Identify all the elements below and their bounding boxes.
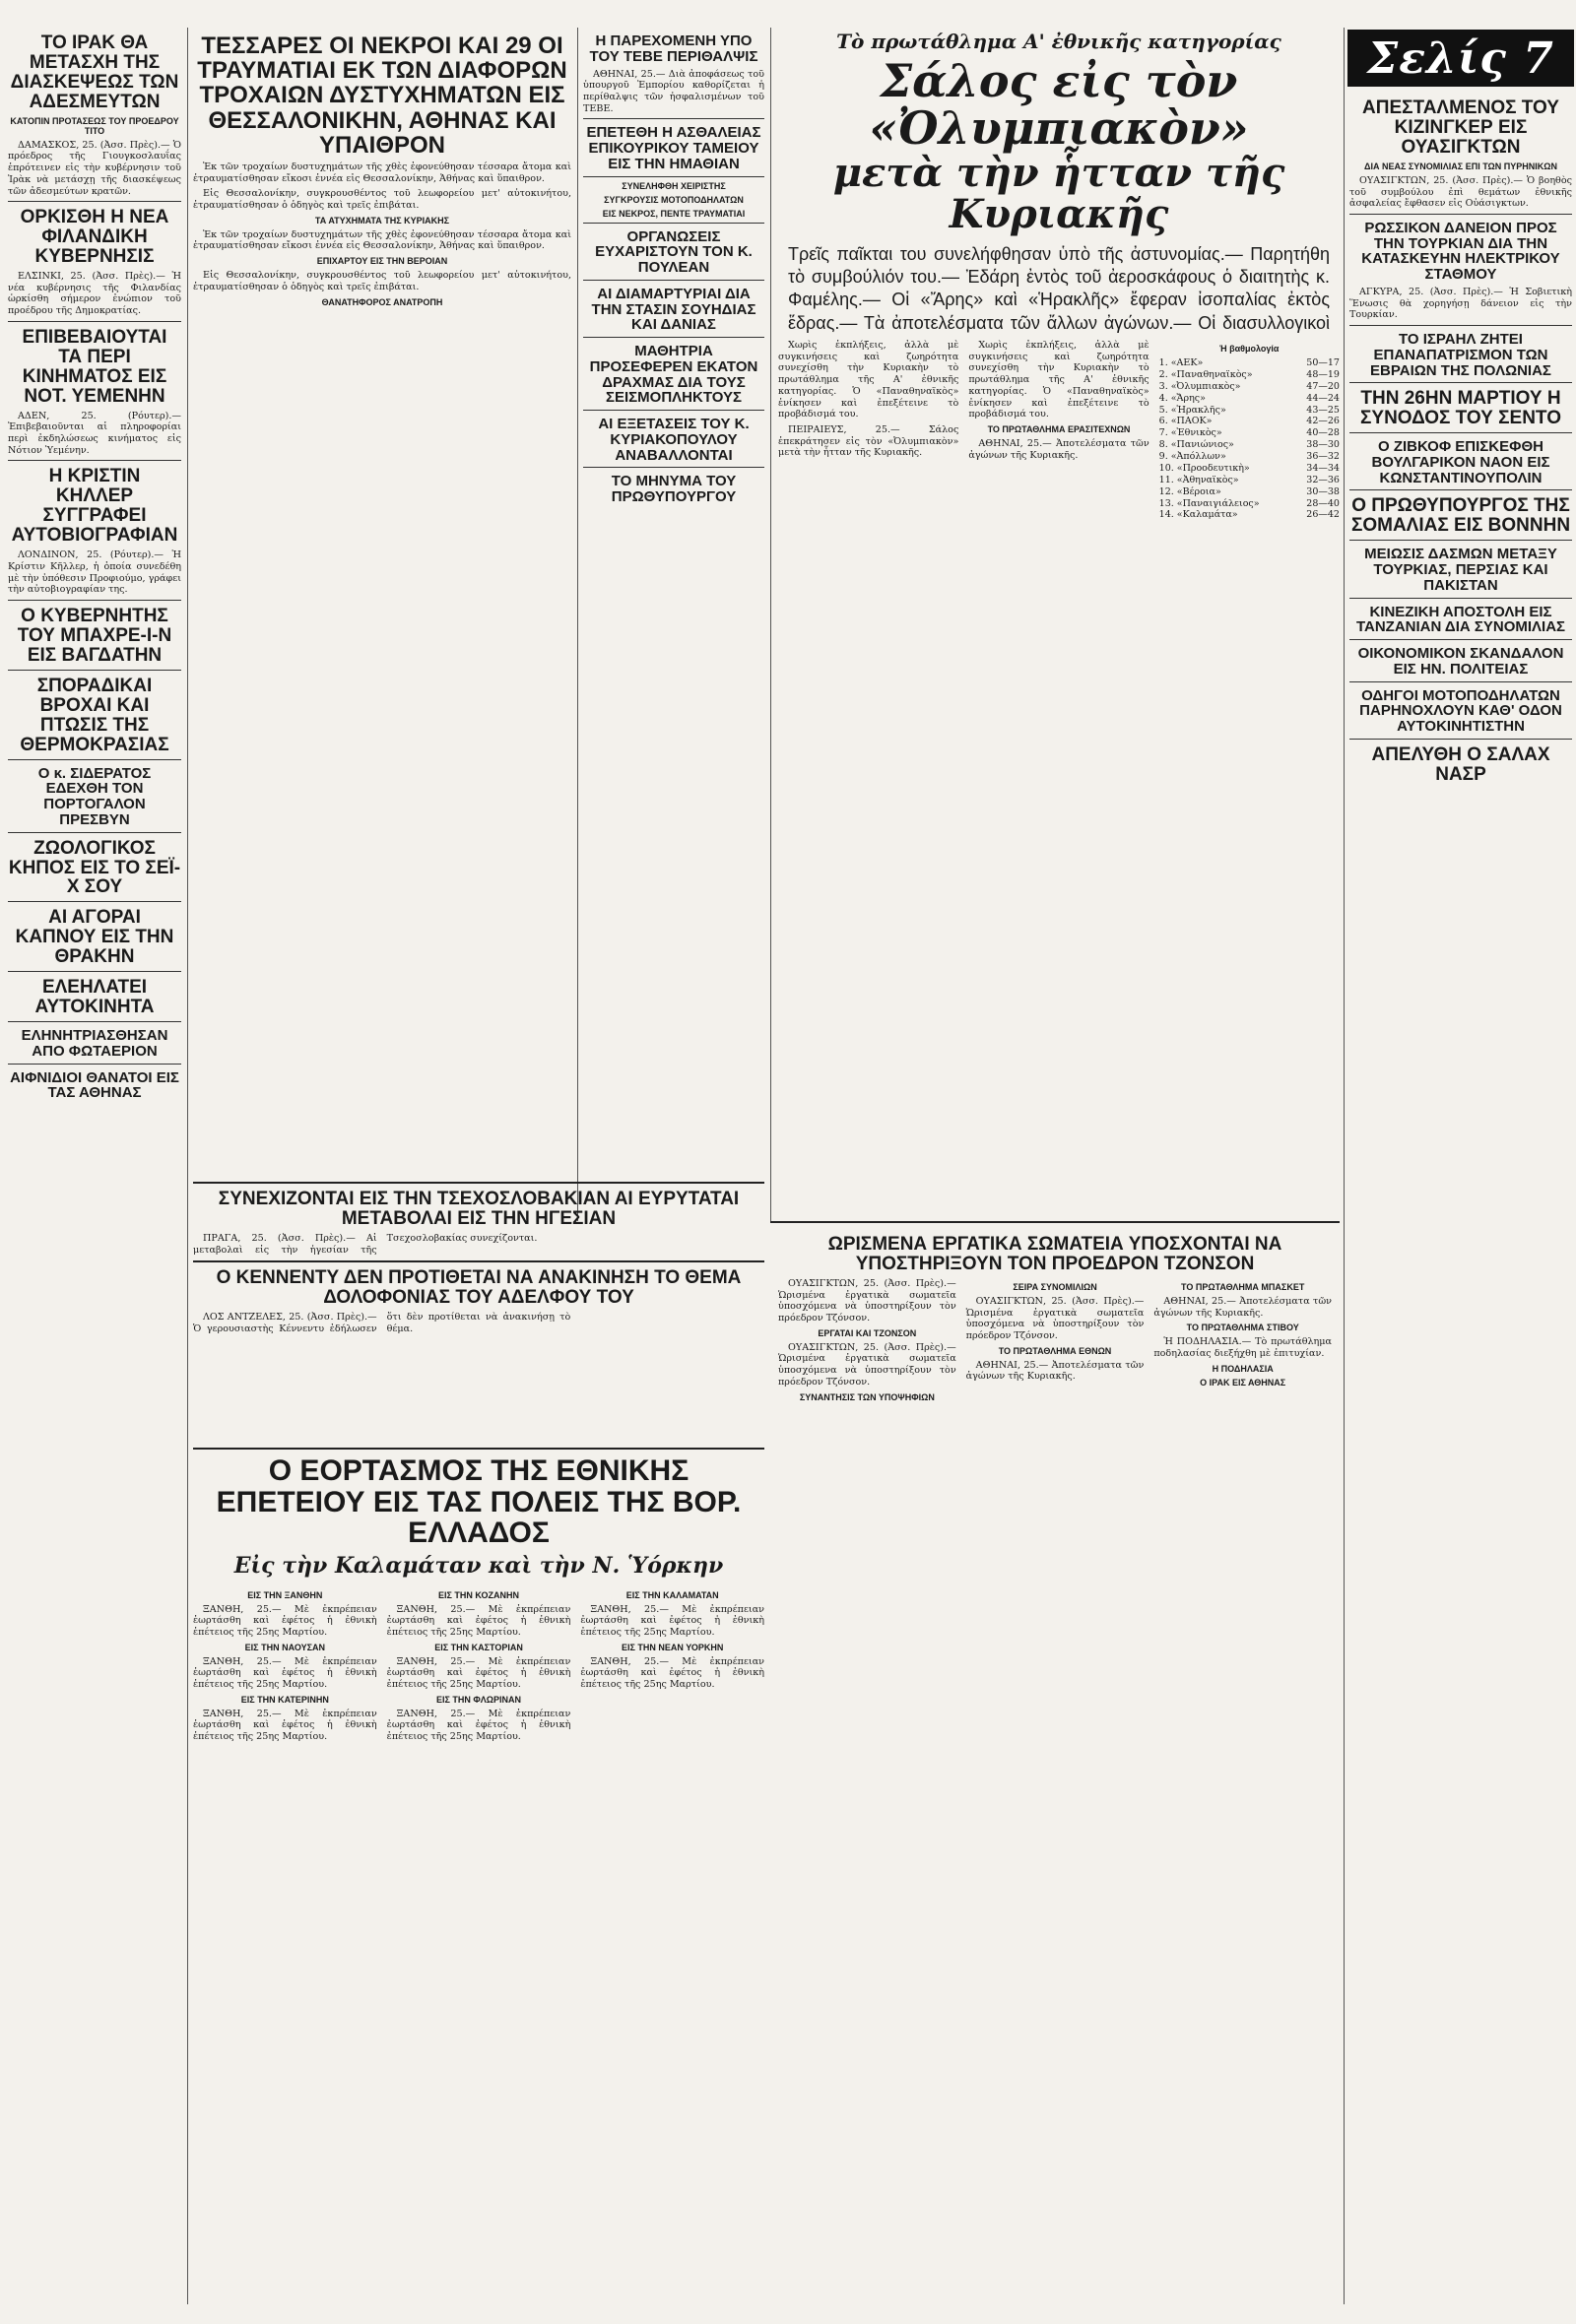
table-row: [1159, 357, 1340, 369]
article-text: ΑΘΗΝΑΙ, 25.— Διὰ ἀποφάσεως τοῦ ὑπουργοῦ Ἐμπορίου καθορίζεται ἡ περίθαλψις τῶν ἠσφαλισμένων τοῦ ΤΕΒΕ.: [583, 68, 764, 114]
column-3: [583, 28, 764, 1221]
headline-yemen: ΕΠΙΒΕΒΑΙΟΥΤΑΙ ΤΑ ΠΕΡΙ ΚΙΝΗΜΑΤΟΣ ΕΙΣ ΝΟΤ. ΥΕΜΕΝΗΝ: [22, 326, 167, 407]
headline-cars: ΕΛΕΗΛΑΤΕΙ ΑΥΤΟΚΙΝΗΤΑ: [34, 977, 155, 1018]
subhead: ΣΥΝΑΝΤΗΣΙΣ ΤΩΝ ΥΠΟΨΗΦΙΩΝ: [799, 1391, 935, 1402]
headline-gas: ΕΛΗΝΗΤΡΙΑΣΘΗΣΑΝ ΑΠΟ ΦΩΤΑΕΡΙΟΝ: [21, 1027, 168, 1060]
subhead: ΕΙΣ ΤΗΝ ΞΑΝΘΗΝ: [247, 1589, 323, 1600]
article-text: ΟΥΑΣΙΓΚΤΩΝ, 25. (Ἀσσ. Πρὲς).— Ὁ βοηθὸς τοῦ συμβούλου ἐπὶ θεμάτων ἐθνικῆς ἀσφαλείας ἔφθασεν εἰς Οὐάσιγκτων.: [1349, 174, 1572, 210]
subhead-iraq: ΚΑΤΟΠΙΝ ΠΡΟΤΑΣΕΩΣ ΤΟΥ ΠΡΟΕΔΡΟΥ ΤΙΤΟ: [10, 115, 179, 136]
headline-keeler: Η ΚΡΙΣΤΙΝ ΚΗΛΛΕΡ ΣΥΓΓΡΑΦΕΙ ΑΥΤΟΒΙΟΓΡΑΦΙΑΝ: [11, 466, 178, 547]
table-row: [1159, 393, 1340, 405]
team-points: 34—34: [1306, 462, 1340, 474]
headline-message: ΤΟ ΜΗΝΥΜΑ ΤΟΥ ΠΡΩΘΥΠΟΥΡΓΟΥ: [611, 473, 737, 506]
headline-imathia: ΕΠΕΤΕΘΗ Η ΑΣΘΑΛΕΙΑΣ ΕΠΙΚΟΥΡΙΚΟΥ ΤΑΜΕΙΟΥ ΕΙΣ ΤΗΝ ΗΜΑΘΙΑΝ: [586, 124, 761, 172]
sports-headline-2: μετὰ τὴν ἧτταν τῆς Κυριακῆς: [832, 149, 1285, 237]
subhead: ΕΙΣ ΤΗΝ ΦΛΩΡΙΝΑΝ: [436, 1694, 522, 1705]
headline-tobacco: ΑΙ ΑΓΟΡΑΙ ΚΑΠΝΟΥ ΕΙΣ ΤΗΝ ΘΡΑΚΗΝ: [15, 907, 174, 968]
article-text: Χωρὶς ἐκπλήξεις, ἀλλὰ μὲ συγκινήσεις καὶ ζωηρότητα συνεχίσθη τὴν Κυριακὴν τὸ πρωτάθλημα τῆς Α' ἐθνικῆς κατηγορίας. Ὁ «Παναθηναϊκὸς» ἐνίκησεν καὶ ἐπεξέτεινε τὸ προβάδισμά του.: [778, 340, 959, 420]
headline-workers: ΩΡΙΣΜΕΝΑ ΕΡΓΑΤΙΚΑ ΣΩΜΑΤΕΙΑ ΥΠΟΣΧΟΝΤΑΙ ΝΑ ΥΠΟΣΤΗΡΙΞΟΥΝ ΤΟΝ ΠΡΟΕΔΡΟΝ ΤΖΟΝΣΟΝ: [827, 1234, 1282, 1274]
middle-upper: [193, 1182, 764, 1438]
headline-sweden: ΑΙ ΔΙΑΜΑΡΤΥΡΙΑΙ ΔΙΑ ΤΗΝ ΣΤΑΣΙΝ ΣΟΥΗΔΙΑΣ ΚΑΙ ΔΑΝΙΑΣ: [591, 285, 756, 334]
table-title: Ἡ βαθμολογία: [1219, 344, 1280, 354]
team-points: 26—42: [1306, 509, 1340, 521]
article-text: ΑΔΕΝ, 25. (Ρόυτερ).— Ἐπιβεβαιοῦνται αἱ πληροφορίαι περὶ ἐκδηλώσεως κινήματος εἰς Νότιον Ὑεμένην.: [8, 410, 181, 456]
article-text: ΟΥΑΣΙΓΚΤΩΝ, 25. (Ἀσσ. Πρὲς).— Ὡρισμένα ἐργατικὰ σωματεῖα ὑποσχόμενα νὰ ὑποστηρίξουν τὸν πρόεδρον Τζόνσον.: [778, 1277, 956, 1323]
article-text: ΞΑΝΘΗ, 25.— Μὲ ἐκπρέπειαν ἐωρτάσθη καὶ ἐφέτος ἡ ἐθνικὴ ἐπέτειος τῆς 25ης Μαρτίου.: [386, 1655, 571, 1691]
table-row: [1159, 381, 1340, 393]
headline-israel: ΤΟ ΙΣΡΑΗΛ ΖΗΤΕΙ ΕΠΑΝΑΠΑΤΡΙΣΜΟΝ ΤΩΝ ΕΒΡΑΙΩΝ ΤΗΣ ΠΟΛΩΝΙΑΣ: [1370, 331, 1551, 379]
subhead: ΕΙΣ ΤΗΝ ΝΑΟΥΣΑΝ: [244, 1642, 325, 1652]
article-text: ΞΑΝΘΗ, 25.— Μὲ ἐκπρέπειαν ἐωρτάσθη καὶ ἐφέτος ἡ ἐθνικὴ ἐπέτειος τῆς 25ης Μαρτίου.: [193, 1603, 377, 1638]
article-text: ΞΑΝΘΗ, 25.— Μὲ ἐκπρέπειαν ἐωρτάσθη καὶ ἐφέτος ἡ ἐθνικὴ ἐπέτειος τῆς 25ης Μαρτίου.: [386, 1603, 571, 1638]
team-name: 8. «Πανιώνιος»: [1158, 439, 1234, 451]
table-row: [1159, 405, 1340, 417]
subhead: ΤΟ ΠΡΩΤΑΘΛΗΜΑ ΜΠΑΣΚΕΤ: [1181, 1281, 1305, 1292]
headline-exams: ΑΙ ΕΞΕΤΑΣΕΙΣ ΤΟΥ Κ. ΚΥΡΙΑΚΟΠΟΥΛΟΥ ΑΝΑΒΑΛΛΟΝΤΑΙ: [598, 416, 750, 464]
table-row: [1159, 416, 1340, 427]
standings-table: [1159, 357, 1340, 521]
team-points: 32—36: [1306, 474, 1340, 485]
sports-headline-1: Σάλος εἰς τὸν «Ὀλυμπιακὸν»: [869, 54, 1249, 156]
team-name: 6. «ΠΑΟΚ»: [1158, 416, 1213, 427]
headline-tebe: Η ΠΑΡΕΧΟΜΕΝΗ ΥΠΟ ΤΟΥ ΤΕΒΕ ΠΕΡΙΘΑΛΨΙΣ: [589, 32, 758, 65]
team-points: 50—17: [1306, 357, 1340, 368]
article-text: ΑΘΗΝΑΙ, 25.— Ἀποτελέσματα τῶν ἀγώνων τῆς Κυριακῆς.: [968, 437, 1149, 461]
team-name: 10. «Προοδευτικὴ»: [1158, 462, 1250, 474]
subhead: ΕΙΣ ΤΗΝ ΝΕΑΝ ΥΟΡΚΗΝ: [621, 1642, 724, 1652]
headline-loan: ΡΩΣΣΙΚΟΝ ΔΑΝΕΙΟΝ ΠΡΟΣ ΤΗΝ ΤΟΥΡΚΙΑΝ ΔΙΑ ΤΗΝ ΚΑΤΑΣΚΕΥΗΝ ΗΛΕΚΤΡΙΚΟΥ ΣΤΑΘΜΟΥ: [1361, 219, 1560, 284]
team-points: 43—25: [1306, 404, 1340, 416]
sports-kicker: Τὸ πρωτάθλημα Α' ἐθνικῆς κατηγορίας: [836, 30, 1281, 53]
subhead: ΕΙΣ ΤΗΝ ΚΟΖΑΝΗΝ: [438, 1589, 519, 1600]
sports-lower: [770, 1221, 1340, 2304]
subhead: ΣΥΓΚΡΟΥΣΙΣ ΜΟΤΟΠΟΔΗΛΑΤΩΝ: [604, 194, 744, 205]
team-name: 11. «Ἀθηναϊκὸς»: [1158, 474, 1239, 485]
article-text: ΠΡΑΓΑ, 25. (Ἀσσ. Πρὲς).— Αἱ μεταβολαὶ εἰς τὴν ἡγεσίαν τῆς Τσεχοσλοβακίας συνεχίζονται.: [193, 1232, 538, 1256]
headline-bahrain: Ο ΚΥΒΕΡΝΗΤΗΣ ΤΟΥ ΜΠΑΧΡΕ-Ι-Ν ΕΙΣ ΒΑΓΔΑΤΗΝ: [17, 606, 172, 666]
table-row: [1159, 486, 1340, 498]
subhead: ΤΟ ΠΡΩΤΑΘΛΗΜΑ ΕΘΝΩΝ: [998, 1345, 1112, 1356]
article-text: Ἡ ΠΟΔΗΛΑΣΙΑ.— Τὸ πρωτάθλημα ποδηλασίας διεξήχθη μὲ ἐπιτυχίαν.: [1153, 1336, 1333, 1359]
subhead: ΤΟ ΠΡΩΤΑΘΛΗΜΑ ΕΡΑΣΙΤΕΧΝΩΝ: [987, 423, 1131, 434]
headline-tanzania: ΚΙΝΕΖΙΚΗ ΑΠΟΣΤΟΛΗ ΕΙΣ ΤΑΝΖΑΝΙΑΝ ΔΙΑ ΣΥΝΟΜΙΛΙΑΣ: [1355, 603, 1566, 636]
headline-kissinger: ΑΠΕΣΤΑΛΜΕΝΟΣ ΤΟΥ ΚΙΖΙΝΓΚΕΡ ΕΙΣ ΟΥΑΣΙΓΚΤΩΝ: [1362, 97, 1559, 158]
table-row: [1159, 451, 1340, 463]
headline-student: ΜΑΘΗΤΡΙΑ ΠΡΟΣΕΦΕΡΕΝ ΕΚΑΤΟΝ ΔΡΑΧΜΑΣ ΔΙΑ ΤΟΥΣ ΣΕΙΣΜΟΠΛΗΚΤΟΥΣ: [589, 343, 758, 407]
subhead: ΕΠΙΧΑΡΤΟΥ ΕΙΣ ΤΗΝ ΒΕΡΟΙΑΝ: [316, 256, 448, 267]
subhead: Ο ΙΡΑΚ ΕΙΣ ΑΘΗΝΑΣ: [1200, 1377, 1286, 1388]
article-text: ΞΑΝΘΗ, 25.— Μὲ ἐκπρέπειαν ἐωρτάσθη καὶ ἐφέτος ἡ ἐθνικὴ ἐπέτειος τῆς 25ης Μαρτίου.: [386, 1708, 571, 1743]
team-points: 44—24: [1306, 392, 1340, 404]
team-name: 3. «Ὀλυμπιακὸς»: [1158, 380, 1241, 392]
article-text: ΞΑΝΘΗ, 25.— Μὲ ἐκπρέπειαν ἐωρτάσθη καὶ ἐφέτος ἡ ἐθνικὴ ἐπέτειος τῆς 25ης Μαρτίου.: [193, 1655, 377, 1691]
sports-body: [778, 340, 1340, 1221]
subhead: Η ΠΟΔΗΛΑΣΙΑ: [1212, 1363, 1274, 1374]
headline-sideratos: Ο κ. ΣΙΔΕΡΑΤΟΣ ΕΔΕΧΘΗ ΤΟΝ ΠΟΡΤΟΓΑΛΟΝ ΠΡΕΣΒΥΝ: [37, 764, 152, 828]
table-row: [1159, 439, 1340, 451]
article-text: ΞΑΝΘΗ, 25.— Μὲ ἐκπρέπειαν ἐωρτάσθη καὶ ἐφέτος ἡ ἐθνικὴ ἐπέτειος τῆς 25ης Μαρτίου.: [580, 1655, 764, 1691]
article-text: Ἐκ τῶν τροχαίων δυστυχημάτων τῆς χθὲς ἐφονεύθησαν τέσσαρα ἄτομα καὶ ἐτραυματίσθησαν εἴκοσι ἐννέα εἰς Θεσσαλονίκην, Ἀθήνας καὶ ὕπαιθρον.: [193, 228, 571, 252]
article-text: Χωρὶς ἐκπλήξεις, ἀλλὰ μὲ συγκινήσεις καὶ ζωηρότητα συνεχίσθη τὴν Κυριακὴν τὸ πρωτάθλημα τῆς Α' ἐθνικῆς κατηγορίας. Ὁ «Παναθηναϊκὸς» ἐνίκησεν καὶ ἐπεξέτεινε τὸ προβάδισμά του.: [968, 340, 1149, 420]
column-2: [193, 28, 571, 1221]
team-points: 30—38: [1306, 485, 1340, 497]
headline-weather: ΣΠΟΡΑΔΙΚΑΙ ΒΡΟΧΑΙ ΚΑΙ ΠΤΩΣΙΣ ΤΗΣ ΘΕΡΜΟΚΡΑΣΙΑΣ: [20, 675, 169, 755]
article-text: ΞΑΝΘΗ, 25.— Μὲ ἐκπρέπειαν ἐωρτάσθη καὶ ἐφέτος ἡ ἐθνικὴ ἐπέτειος τῆς 25ης Μαρτίου.: [580, 1603, 764, 1638]
headline-motorcycle: ΟΔΗΓΟΙ ΜΟΤΟΠΟΔΗΛΑΤΩΝ ΠΑΡΗΝΟΧΛΟΥΝ ΚΑΘ' ΟΔΟΝ ΑΥΤΟΚΙΝΗΤΙΣΤΗΝ: [1359, 686, 1562, 736]
subhead: ΕΡΓΑΤΑΙ ΚΑΙ ΤΖΟΝΣΟΝ: [818, 1327, 917, 1338]
subhead: ΕΙΣ ΤΗΝ ΚΑΛΑΜΑΤΑΝ: [625, 1589, 719, 1600]
headline-scandal: ΟΙΚΟΝΟΜΙΚΟΝ ΣΚΑΝΔΑΛΟΝ ΕΙΣ ΗΝ. ΠΟΛΙΤΕΙΑΣ: [1357, 645, 1564, 678]
article-text: ΑΘΗΝΑΙ, 25.— Ἀποτελέσματα τῶν ἀγώνων τῆς Κυριακῆς.: [965, 1359, 1145, 1383]
team-points: 42—26: [1306, 416, 1340, 427]
article-text: ΟΥΑΣΙΓΚΤΩΝ, 25. (Ἀσσ. Πρὲς).— Ὡρισμένα ἐργατικὰ σωματεῖα ὑποσχόμενα νὰ ὑποστηρίξουν τὸν πρόεδρον Τζόνσον.: [965, 1295, 1145, 1341]
article-text: ΞΑΝΘΗ, 25.— Μὲ ἐκπρέπειαν ἐωρτάσθη καὶ ἐφέτος ἡ ἐθνικὴ ἐπέτειος τῆς 25ης Μαρτίου.: [193, 1708, 377, 1743]
sports-deck: Τρεῖς παῖκται του συνελήφθησαν ὑπὸ τῆς ἀστυνομίας.— Παρητήθη τὸ συμβούλιόν του.— Ἐδάρη ἐντὸς τοῦ ἀεροσκάφους ὁ διαιτητὴς κ. Φαμέλης.— Οἱ «Ἄρης» καὶ «Ἡρακλῆς» ἔφεραν ἰσοπαλίας ἐκτὸς ἕδρας.— Τὰ ἀποτελέσματα τῶν ἄλλων ἀγώνων.— Οἱ διασυλλογικοὶ: [788, 243, 1330, 333]
headline-zoo: ΖΩΟΛΟΓΙΚΟΣ ΚΗΠΟΣ ΕΙΣ ΤΟ ΣΕΪ-Χ ΣΟΥ: [8, 837, 181, 898]
team-points: 40—28: [1306, 427, 1340, 439]
article-text: ΔΑΜΑΣΚΟΣ, 25. (Ἀσσ. Πρὲς).— Ὁ πρόεδρος τῆς Γιουγκοσλαυΐας ἐπρότεινεν εἰς τὴν κυβέρνησιν τοῦ Ἰρὰκ νὰ μετάσχῃ τῆς διασκέψεως τῶν ἀδεσμεύτων κρατῶν.: [8, 139, 181, 197]
table-row: [1159, 498, 1340, 510]
article-text: ΟΥΑΣΙΓΚΤΩΝ, 25. (Ἀσσ. Πρὲς).— Ὡρισμένα ἐργατικὰ σωματεῖα ὑποσχόμενα νὰ ὑποστηρίξουν τὸν πρόεδρον Τζόνσον.: [778, 1341, 956, 1388]
article-text: ΛΟΣ ΑΝΤΖΕΛΕΣ, 25. (Ἀσσ. Πρὲς).— Ὁ γερουσιαστὴς Κέννεντυ ἐδήλωσεν ὅτι δὲν προτίθεται νὰ ἀνακινήσῃ τὸ θέμα.: [193, 1312, 571, 1334]
team-name: 2. «Παναθηναϊκὸς»: [1158, 368, 1253, 380]
headline-celebration: Ο ΕΟΡΤΑΣΜΟΣ ΤΗΣ ΕΘΝΙΚΗΣ ΕΠΕΤΕΙΟΥ ΕΙΣ ΤΑΣ ΠΟΛΕΙΣ ΤΗΣ ΒΟΡ. ΕΛΛΑΔΟΣ: [216, 1454, 742, 1549]
headline-czech: ΣΥΝΕΧΙΖΟΝΤΑΙ ΕΙΣ ΤΗΝ ΤΣΕΧΟΣΛΟΒΑΚΙΑΝ ΑΙ ΕΥΡΥΤΑΤΑΙ ΜΕΤΑΒΟΛΑΙ ΕΙΣ ΤΗΝ ΗΓΕΣΙΑΝ: [218, 1189, 740, 1229]
team-points: 28—40: [1306, 497, 1340, 509]
headline-tariffs: ΜΕΙΩΣΙΣ ΔΑΣΜΩΝ ΜΕΤΑΞΥ ΤΟΥΡΚΙΑΣ, ΠΕΡΣΙΑΣ ΚΑΙ ΠΑΚΙΣΤΑΝ: [1364, 546, 1557, 594]
table-row: [1159, 463, 1340, 475]
article-text: Εἰς Θεσσαλονίκην, συγκρουσθέντος τοῦ λεωφορείου μετ' αὐτοκινήτου, ἐτραυματίσθησαν ὁ ὁδηγὸς καὶ τρεῖς ἐπιβάται.: [193, 270, 571, 292]
subhead-kissinger: ΔΙΑ ΝΕΑΣ ΣΥΝΟΜΙΛΙΑΣ ΕΠΙ ΤΩΝ ΠΥΡΗΝΙΚΩΝ: [1364, 161, 1557, 171]
headline-cento: ΤΗΝ 26ΗΝ ΜΑΡΤΙΟΥ Η ΣΥΝΟΔΟΣ ΤΟΥ ΣΕΝΤΟ: [1360, 388, 1561, 429]
headline-accidents: ΤΕΣΣΑΡΕΣ ΟΙ ΝΕΚΡΟΙ ΚΑΙ 29 ΟΙ ΤΡΑΥΜΑΤΙΑΙ ΕΚ ΤΩΝ ΔΙΑΦΟΡΩΝ ΤΡΟΧΑΙΩΝ ΔΥΣΤΥΧΗΜΑΤΩΝ ΕΙΣ ΘΕΣΣΑΛΟΝΙΚΗΝ, ΑΘΗΝΑΣ ΚΑΙ ΥΠΑΙΘΡΟΝ: [197, 32, 567, 159]
subhead: ΕΙΣ ΤΗΝ ΚΑΣΤΟΡΙΑΝ: [434, 1642, 523, 1652]
subhead-celebration: Εἰς τὴν Καλαμάταν καὶ τὴν Ν. Ὑόρκην: [233, 1552, 724, 1579]
column-1: [8, 28, 181, 2304]
headline-kennedy: Ο ΚΕΝΝΕΝΤΥ ΔΕΝ ΠΡΟΤΙΘΕΤΑΙ ΝΑ ΑΝΑΚΙΝΗΣΗ ΤΟ ΘΕΜΑ ΔΟΛΟΦΟΝΙΑΣ ΤΟΥ ΑΔΕΛΦΟΥ ΤΟΥ: [216, 1267, 742, 1309]
page-number-logo: Σελίς 7: [1347, 30, 1574, 87]
headline-salah: ΑΠΕΛΥΘΗ Ο ΣΑΛΑΧ ΝΑΣΡ: [1371, 743, 1550, 785]
team-name: 1. «ΑΕΚ»: [1158, 357, 1204, 368]
article-text: ΛΟΝΔΙΝΟΝ, 25. (Ρόυτερ).— Ἡ Κρίστιν Κῆλλερ, ἡ ὁποία συνεδέθη μὲ τὴν ὑπόθεσιν Προφιούμο, γράφει τὴν αὐτοβιογραφίαν της.: [8, 549, 181, 596]
team-name: 12. «Βέροια»: [1158, 485, 1221, 497]
team-points: 47—20: [1306, 380, 1340, 392]
table-row: [1159, 475, 1340, 486]
subhead: ΤΑ ΑΤΥΧΗΜΑΤΑ ΤΗΣ ΚΥΡΙΑΚΗΣ: [314, 215, 450, 226]
subhead: ΤΟ ΠΡΩΤΑΘΛΗΜΑ ΣΤΙΒΟΥ: [1186, 1323, 1299, 1333]
table-row: [1159, 369, 1340, 381]
team-name: 4. «Ἄρης»: [1158, 392, 1206, 404]
team-name: 9. «Ἀπόλλων»: [1158, 451, 1226, 462]
sports-banner: [778, 30, 1340, 335]
headline-deaths: ΑΙΦΝΙΔΙΟΙ ΘΑΝΑΤΟΙ ΕΙΣ ΤΑΣ ΑΘΗΝΑΣ: [10, 1068, 179, 1102]
headline-finland: ΟΡΚΙΣΘΗ Η ΝΕΑ ΦΙΛΑΝΔΙΚΗ ΚΥΒΕΡΝΗΣΙΣ: [20, 207, 169, 268]
team-name: 14. «Καλαμάτα»: [1158, 509, 1238, 521]
subhead: ΣΥΝΕΛΗΦΘΗ ΧΕΙΡΙΣΤΗΣ: [622, 180, 726, 191]
team-name: 7. «Ἐθνικὸς»: [1158, 427, 1222, 439]
team-points: 36—32: [1306, 451, 1340, 462]
article-text: ΑΘΗΝΑΙ, 25.— Ἀποτελέσματα τῶν ἀγώνων τῆς Κυριακῆς.: [1153, 1295, 1333, 1319]
subhead: ΕΙΣ ΝΕΚΡΟΣ, ΠΕΝΤΕ ΤΡΑΥΜΑΤΙΑΙ: [602, 208, 746, 219]
article-text: Εἰς Θεσσαλονίκην, συγκρουσθέντος τοῦ λεωφορείου μετ' αὐτοκινήτου, ἐτραυματίσθησαν ὁ ὁδηγὸς καὶ τρεῖς ἐπιβάται.: [193, 188, 571, 212]
article-text: Ἐκ τῶν τροχαίων δυστυχημάτων τῆς χθὲς ἐφονεύθησαν τέσσαρα ἄτομα καὶ ἐτραυματίσθησαν εἴκοσι ἐννέα εἰς Θεσσαλονίκην, Ἀθήνας καὶ ὕπαιθρον.: [193, 161, 571, 184]
headline-poulean: ΟΡΓΑΝΩΣΕΙΣ ΕΥΧΑΡΙΣΤΟΥΝ ΤΟΝ Κ. ΠΟΥΛΕΑΝ: [595, 227, 753, 277]
subhead: ΣΕΙΡΑ ΣΥΝΟΜΙΛΙΩΝ: [1013, 1281, 1097, 1292]
headline-iraq: ΤΟ ΙΡΑΚ ΘΑ ΜΕΤΑΣΧΗ ΤΗΣ ΔΙΑΣΚΕΨΕΩΣ ΤΩΝ ΑΔΕΣΜΕΥΤΩΝ: [10, 32, 179, 112]
team-name: 13. «Παναιγιάλειος»: [1158, 497, 1260, 509]
article-text: ΠΕΙΡΑΙΕΥΣ, 25.— Σάλος ἐπεκράτησεν εἰς τὸν «Ὀλυμπιακὸν» μετὰ τὴν ἧτταν τῆς Κυριακῆς.: [778, 423, 959, 459]
team-points: 38—30: [1306, 439, 1340, 451]
headline-somalia: Ο ΠΡΩΘΥΠΟΥΡΓΟΣ ΤΗΣ ΣΟΜΑΛΙΑΣ ΕΙΣ ΒΟΝΝΗΝ: [1350, 495, 1571, 537]
team-name: 5. «Ἡρακλῆς»: [1158, 404, 1226, 416]
headline-zhivkov: Ο ΖΙΒΚΟΦ ΕΠΙΣΚΕΦΘΗ ΒΟΥΛΓΑΡΙΚΟΝ ΝΑΟΝ ΕΙΣ ΚΩΝΣΤΑΝΤΙΝΟΥΠΟΛΙΝ: [1371, 438, 1550, 486]
column-right: [1349, 93, 1572, 2304]
table-row: [1159, 509, 1340, 521]
subhead: ΕΙΣ ΤΗΝ ΚΑΤΕΡΙΝΗΝ: [240, 1694, 329, 1705]
team-points: 48—19: [1306, 368, 1340, 380]
table-row: [1159, 427, 1340, 439]
article-text: ΑΓΚΥΡΑ, 25. (Ἀσσ. Πρὲς).— Ἡ Σοβιετικὴ Ἕνωσις θὰ χορηγήσῃ δάνειον εἰς τὴν Τουρκίαν.: [1349, 286, 1572, 321]
article-text: ΕΛΣΙΝΚΙ, 25. (Ἀσσ. Πρὲς).— Ἡ νέα κυβέρνησις τῆς Φιλανδίας ὡρκίσθη σήμερον ἐνώπιον τοῦ προέδρου τῆς Δημοκρατίας.: [8, 271, 181, 317]
subhead: ΘΑΝΑΤΗΦΟΡΟΣ ΑΝΑΤΡΟΠΗ: [321, 296, 443, 307]
celebration-block: [193, 1448, 764, 2304]
